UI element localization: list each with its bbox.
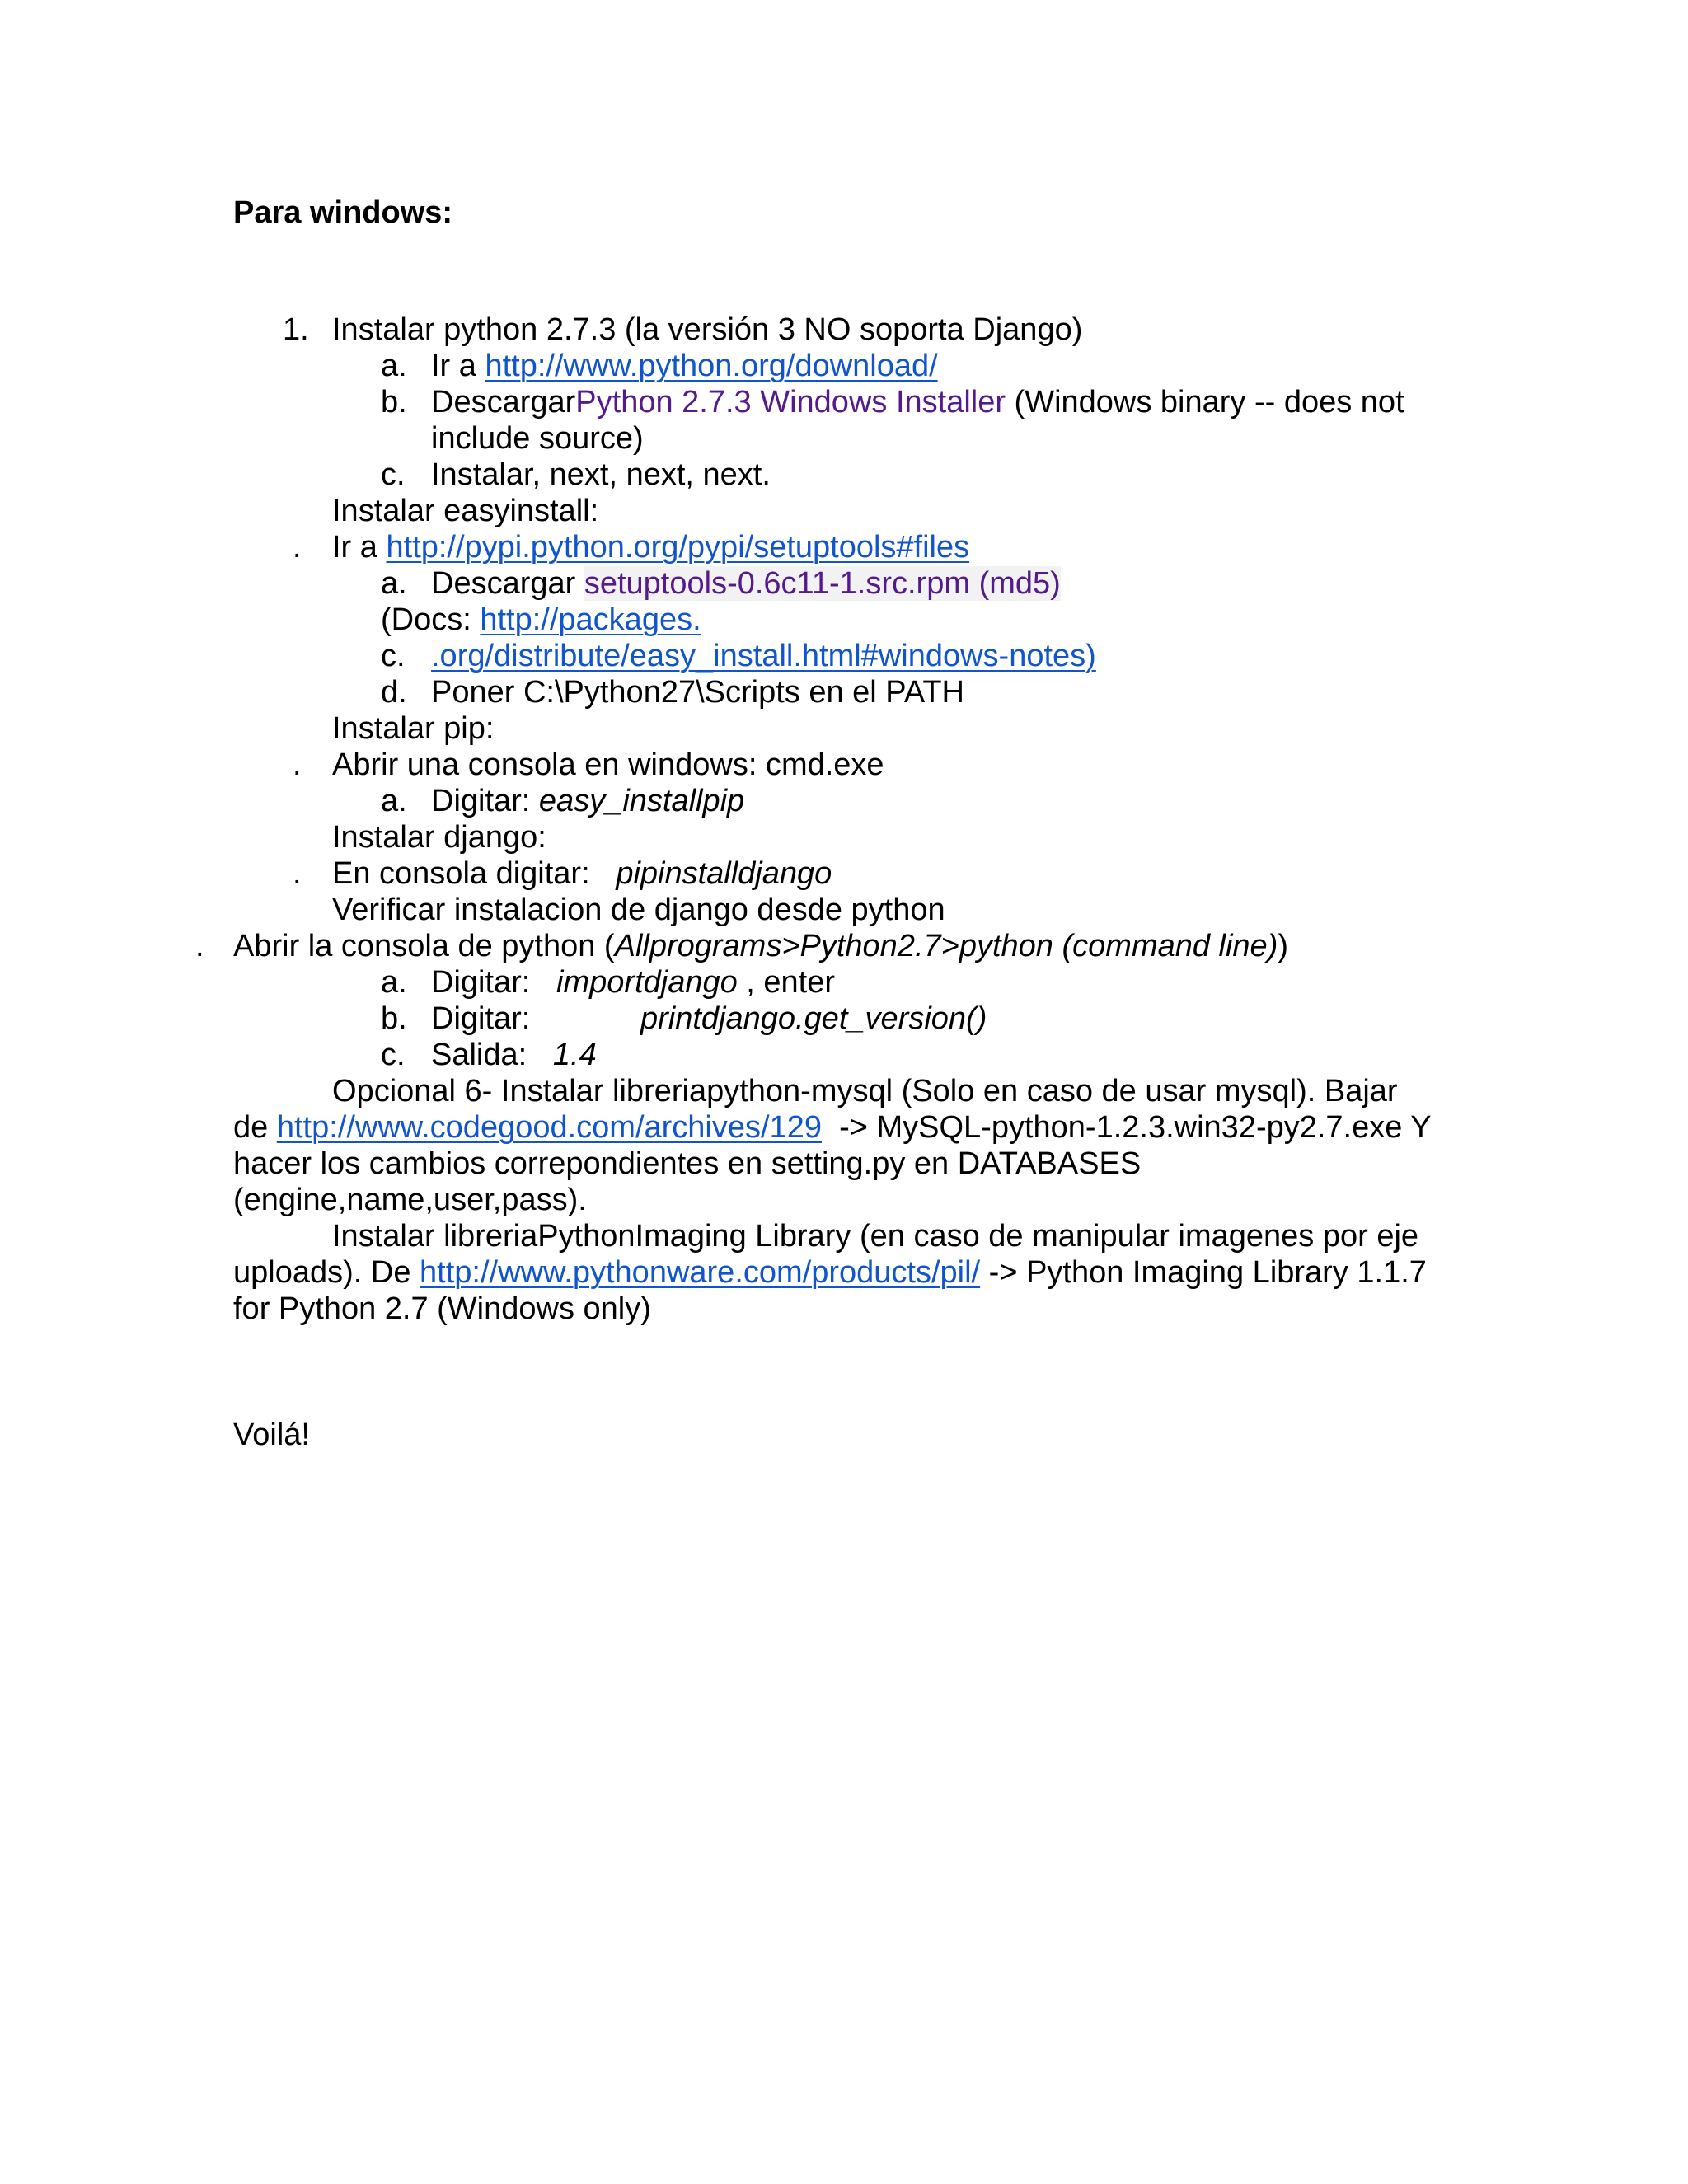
command-text: importdjango: [556, 965, 738, 1000]
python-download-link[interactable]: http://www.python.org/download/: [485, 349, 938, 383]
optional-mysql-line1: Opcional 6- Instalar libreriapython-mysql (Solo en caso de usar mysql). Bajar: [332, 1074, 1398, 1108]
optional-mysql-line3: hacer los cambios correpondientes en setting.py en DATABASES: [233, 1146, 1142, 1181]
docs-line: (Docs: http://packages.: [381, 602, 701, 637]
optional-mysql-line2: de http://www.codegood.com/archives/129 -> MySQL-python-1.2.3.win32-py2.7.exe Y: [233, 1110, 1432, 1145]
list-dot: .: [195, 929, 204, 963]
step-go-to-pypi: Ir a http://pypi.python.org/pypi/setuptools#files: [332, 530, 970, 565]
step-open-python-console: Abrir la consola de python (Allprograms>Python2.7>python (command line)): [233, 929, 1289, 963]
setuptools-file-link[interactable]: setuptools-0.6c11-1.src.rpm: [584, 566, 970, 601]
step-download-installer-cont: include source): [431, 421, 644, 456]
step-import-django: Digitar: importdjango , enter: [431, 965, 836, 1000]
codegood-link[interactable]: http://www.codegood.com/archives/129: [276, 1110, 822, 1145]
step-type-easy-install: Digitar: easy_installpip: [431, 784, 745, 818]
section-heading: Instalar easyinstall:: [332, 494, 599, 528]
step-download-setuptools: Descargar setuptools-0.6c11-1.src.rpm (md5): [431, 566, 1061, 601]
sub-marker: c.: [381, 1038, 406, 1072]
output-value: 1.4: [552, 1038, 597, 1072]
sub-marker: a.: [381, 566, 407, 601]
pil-line3: for Python 2.7 (Windows only): [233, 1291, 651, 1326]
optional-mysql-line4: (engine,name,user,pass).: [233, 1183, 587, 1217]
step-open-console: Abrir una consola en windows: cmd.exe: [332, 748, 884, 782]
list-number: 1.: [283, 312, 309, 347]
sub-marker: c.: [381, 457, 406, 492]
docs-link-cont: [431, 638, 1096, 674]
command-text: printdjango.get_version(): [640, 1001, 987, 1036]
pythonware-link[interactable]: http://www.pythonware.com/products/pil/: [420, 1255, 981, 1290]
md5-link[interactable]: (md5): [978, 566, 1061, 601]
installer-link[interactable]: Python 2.7.3 Windows Installer: [575, 385, 1006, 419]
pil-line1: Instalar libreriaPythonImaging Library (en caso de manipular imagenes por eje: [332, 1219, 1419, 1254]
step-install-python: Instalar python 2.7.3 (la versión 3 NO soporta Django): [332, 312, 1083, 347]
step-output: Salida: 1.4: [431, 1038, 597, 1072]
step-set-path: Poner C:\Python27\Scripts en el PATH: [431, 675, 965, 710]
list-dot: .: [293, 856, 302, 891]
list-dot: .: [293, 748, 302, 782]
page-title: Para windows:: [233, 195, 453, 230]
step-install-next: Instalar, next, next, next.: [431, 457, 771, 492]
setuptools-link[interactable]: http://pypi.python.org/pypi/setuptools#files: [386, 530, 970, 565]
section-heading: Verificar instalacion de django desde python: [332, 893, 945, 927]
list-dot: .: [293, 530, 302, 565]
sub-marker: a.: [381, 784, 407, 818]
sub-marker: a.: [381, 965, 407, 1000]
section-heading: Instalar pip:: [332, 711, 495, 746]
section-heading: Instalar django:: [332, 820, 546, 855]
command-text: pipinstalldjango: [616, 856, 832, 891]
step-print-version-label: Digitar:: [431, 1001, 531, 1036]
sub-marker: a.: [381, 349, 407, 383]
menu-path: Allprograms>Python2.7>python (command line): [614, 929, 1278, 963]
sub-marker: c.: [381, 639, 406, 673]
docs-link[interactable]: http://packages.: [480, 602, 701, 637]
step-download-installer: DescargarPython 2.7.3 Windows Installer (Windows binary -- does not: [431, 385, 1404, 419]
pil-line2: uploads). De http://www.pythonware.com/products/pil/ -> Python Imaging Library 1.1.7: [233, 1255, 1427, 1290]
closing-text: Voilá!: [233, 1418, 310, 1452]
sub-marker: d.: [381, 675, 407, 710]
step-pip-install-django: En consola digitar: pipinstalldjango: [332, 856, 832, 891]
step-go-to: Ir a http://www.python.org/download/: [431, 349, 938, 383]
command-text: easy_installpip: [538, 784, 745, 818]
docs-link-continued[interactable]: .org/distribute/easy_install.html#windows-notes): [431, 639, 1096, 673]
sub-marker: b.: [381, 385, 407, 419]
sub-marker: b.: [381, 1001, 407, 1036]
